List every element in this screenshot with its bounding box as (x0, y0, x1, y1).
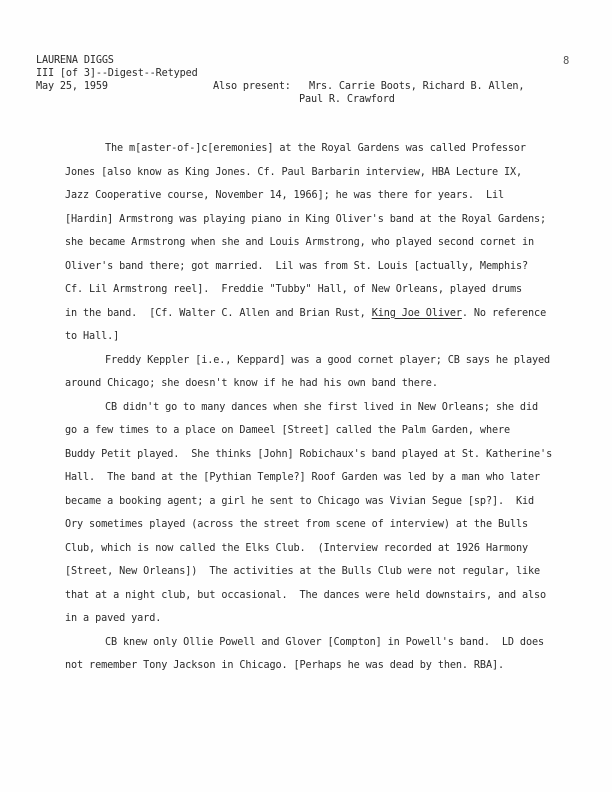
paragraph-line: Freddy Keppler [i.e., Keppard] was a good cornet player; CB says he played (105, 354, 550, 366)
paragraph-line: in a paved yard. (65, 613, 162, 624)
digest-body (65, 137, 565, 678)
header-also-present-line1: Mrs. Carrie Boots, Richard B. Allen, (309, 81, 525, 92)
paragraph-line: she became Armstrong when she and Louis Armstrong, who played second cornet in (65, 237, 535, 248)
line-tail-text: . No reference (461, 307, 547, 319)
paragraph-line: CB didn't go to many dances when she first lived in New Orleans; she did (105, 401, 538, 413)
header-also-present-label: Also present: (213, 81, 291, 92)
paragraph-line: Oliver's band there; got married. Lil was from St. Louis [actually, Memphis? (65, 260, 529, 272)
paragraph-line: became a booking agent; a girl he sent to Chicago was Vivian Segue [sp?]. Kid (65, 495, 535, 507)
paragraph-line: Jones [also know as King Jones. Cf. Paul Barbarin interview, HBA Lecture IX, (65, 166, 523, 178)
paragraph-line: to Hall.] (65, 331, 120, 342)
header-date: May 25, 1959 (36, 81, 108, 92)
header-also-present-line2: Paul R. Crawford (299, 94, 395, 105)
line-lead-text: in the band. [Cf. Walter C. Allen and Brian Rust, (65, 307, 372, 319)
paragraph-line: The m[aster-of-]c[eremonies] at the Royal Gardens was called Professor (105, 143, 526, 154)
paragraph-line: Buddy Petit played. She thinks [John] Robichaux's band played at St. Katherine's (65, 448, 553, 460)
paragraph-line: [Street, New Orleans]) The activities at the Bulls Club were not regular, like (65, 566, 541, 577)
paragraph-line: CB knew only Ollie Powell and Glover [Compton] in Powell's band. LD does (105, 636, 544, 648)
paragraph-line: Cf. Lil Armstrong reel]. Freddie "Tubby" Hall, of New Orleans, played drums (65, 284, 523, 295)
paragraph-line: go a few times to a place on Dameel [Street] called the Palm Garden, where (65, 425, 510, 436)
page-number: 8 (563, 55, 570, 67)
paragraph-line: that at a night club, but occasional. The dances were held downstairs, and also (65, 589, 547, 601)
paragraph-line: not remember Tony Jackson in Chicago. [Perhaps he was dead by then. RBA]. (65, 660, 504, 671)
paragraph-line: Ory sometimes played (across the street from scene of interview) at the Bulls (65, 519, 529, 530)
header-reel: III [of 3]--Digest--Retyped (36, 68, 198, 79)
paragraph-line: Club, which is now called the Elks Club. (Interview recorded at 1926 Harmony (65, 542, 529, 554)
book-title: King Joe Oliver (371, 307, 462, 319)
paragraph-line: [Hardin] Armstrong was playing piano in King Oliver's band at the Royal Gardens; (65, 213, 547, 225)
paragraph-line: Jazz Cooperative course, November 14, 1966]; he was there for years. Lil (65, 190, 504, 201)
paragraph-line-with-title (65, 302, 565, 326)
paragraph-line: Hall. The band at the [Pythian Temple?] Roof Garden was led by a man who later (65, 472, 541, 483)
header-name: LAURENA DIGGS (36, 55, 114, 66)
paragraph-line: around Chicago; she doesn't know if he had his own band there. (65, 378, 438, 389)
